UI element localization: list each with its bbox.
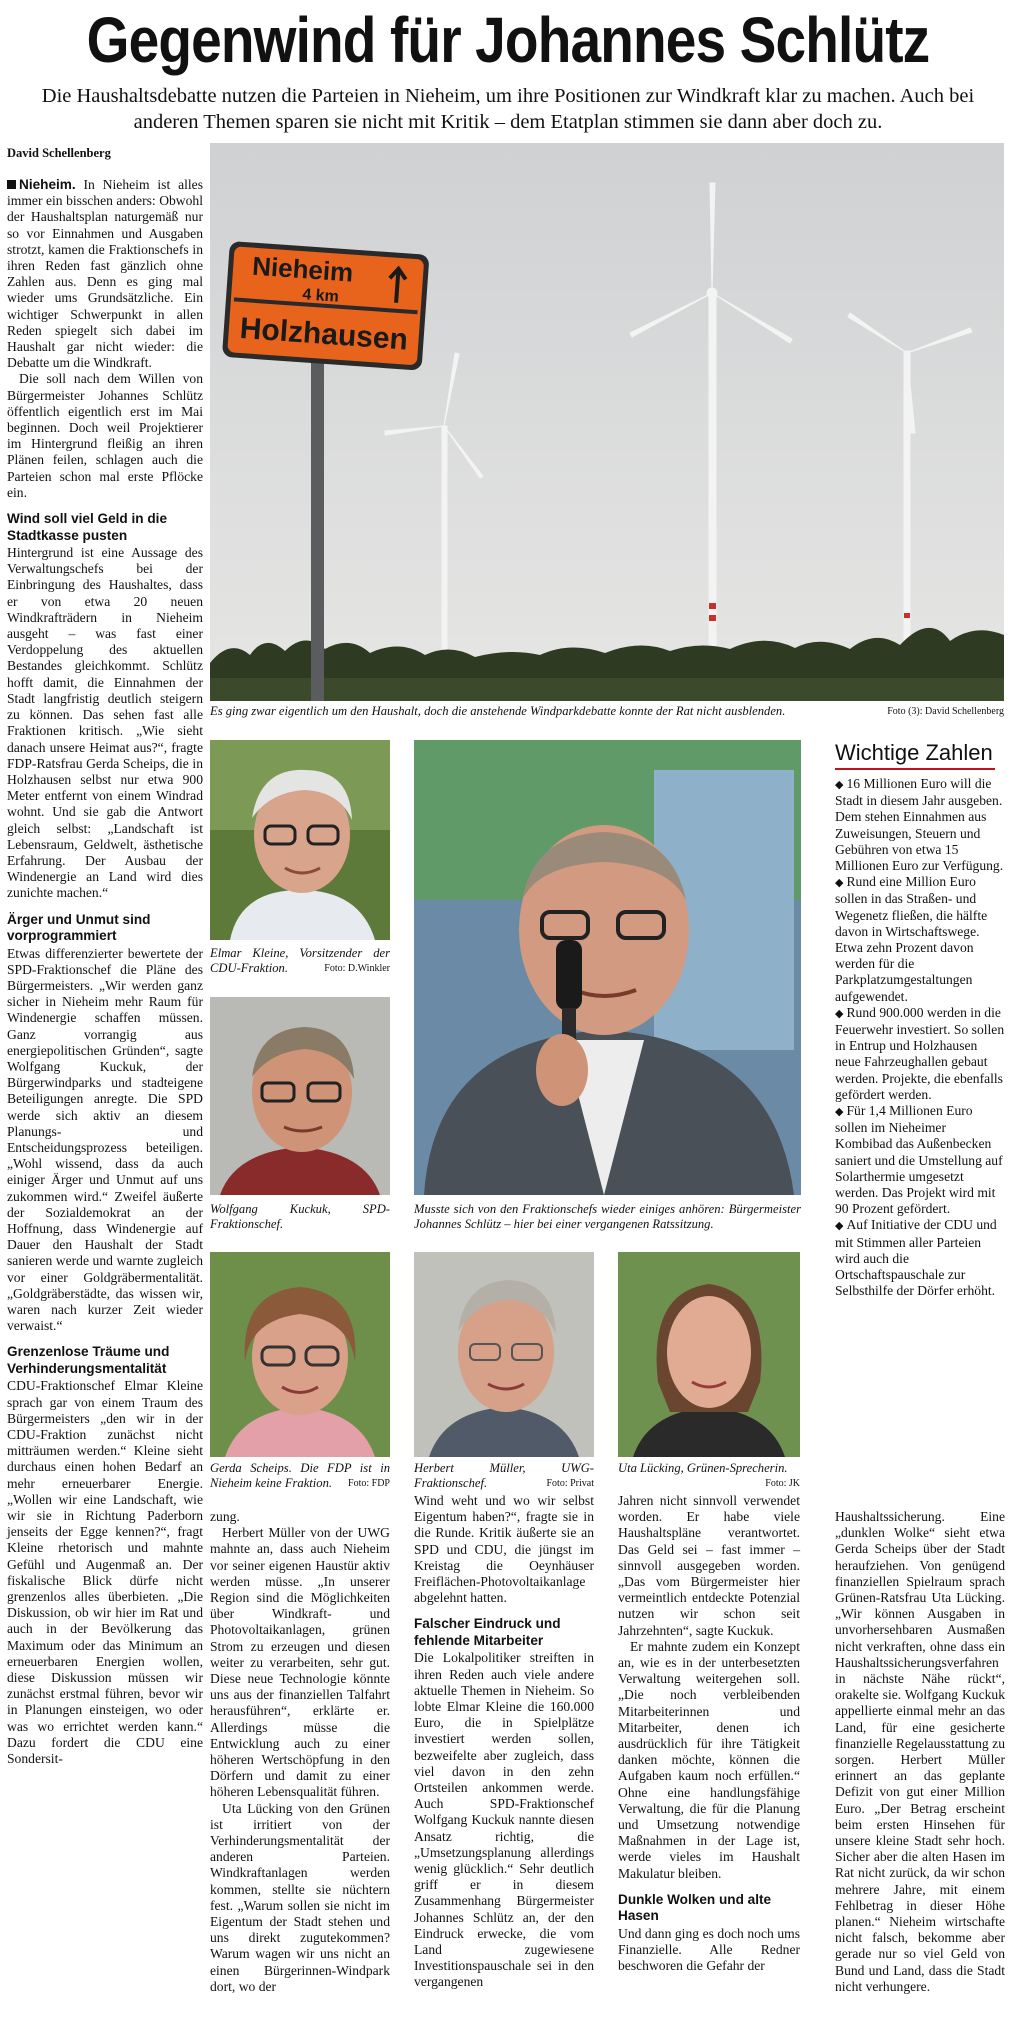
diamond-icon: ◆ — [835, 779, 844, 791]
caption-schluetz: Musste sich von den Fraktionschefs wieder einiges anhören: Bürgermeister Johannes Schlütz – hier bei einer vergangenen Ratssitzung. — [414, 1202, 801, 1231]
factbox-title-rule — [835, 768, 995, 770]
main-photo-windturbines — [210, 143, 1004, 701]
main-photo-caption — [210, 704, 1004, 719]
paragraph: Haushaltssicherung. Eine „dunklen Wolke“ sieht etwa Gerda Scheips über der Stadt heraufziehen. Von genügend finanziellen Spielraum sprach Grünen-Ratsfrau Uta Lücking. „Wir können Ausgaben in unvorhersehbaren Ausmaßen nicht verkraften, ohne dass ein Haushaltssicherungsverfahren in nächste Nähe rückt“, orakelte sie. Wolfgang Kuckuk appellierte einmal mehr an das Land, für eine gesicherte finanzielle Regelausstattung zu sorgen. Herbert Müller erinnert an das geplante Defizit von gut einer Million Euro. „Der Betrag erscheint beim ersten Hinsehen für unsere kleine Stadt sehr hoch. Sicher aber die alten Hasen im Rat nicht zurück, da wir schon mehrere Jahre, mit einem Fehlbetrag in dieser Höhe planen.“ Nieheim wirtschafte nicht falsch, bekomme aber gerade nur so viel Geld von Bund und Land, dass die Stadt nicht verhungere. — [835, 1509, 1005, 1994]
paragraph: Uta Lücking von den Grünen ist irritiert von der Verhinderungsmentalität der anderen Parteien. Windkraftanlagen werden kommen, stellte sie nüchtern fest. „Warum sollen sie nicht im Eigentum der Stadt stehen und uns direkt zugutekommen? Warum wagen wir uns nicht an einen Bürgerinnen-Windpark dort, wo der — [210, 1800, 390, 1994]
diamond-icon: ◆ — [835, 1007, 844, 1020]
paragraph: Die Lokalpolitiker streiften in ihren Reden auch viele andere aktuelle Themen in Nieheim. So lobte Elmar Kleine die 160.000 Euro, die in Spielplätze investiert werden sollen, bezweifelte aber zugleich, dass viel davon in den zehn Ortsteilen ankommen werde. Auch SPD-Fraktionschef Wolfgang Kuckuk nannte diesen Ansatz richtig, die „Umsetzungsplanung allerdings wenig glücklich.“ Sehr deutlich griff er in diesem Zusammenhang Bürgermeister Johannes Schlütz an, der den Eindruck erwecke, die vom Land zugewiesene Investitionspauschale sei in den vergangenen — [414, 1650, 594, 1990]
caption-kuckuk: Wolfgang Kuckuk, SPD-Fraktionschef. — [210, 1202, 390, 1231]
factbox-wichtige-zahlen — [835, 740, 1005, 1300]
factbox-item: ◆ Auf Initiative der CDU und mit Stimmen aller Parteien wird auch die Ortschaftspauschale zur Selbsthilfe der Dörfer erhöht. — [835, 1217, 997, 1299]
headline: Gegenwind für Johannes Schlütz — [86, 4, 930, 76]
subheading: Dunkle Wolken und alte Hasen — [618, 1891, 772, 1924]
paragraph: Herbert Müller von der UWG mahnte an, dass auch Nieheim vor seiner eigenen Haustür aktiv werden müsse. „In unserer Region sind die Möglichkeiten über Windkraft- und Photovoltaikanlagen, grünen Strom zu erzeugen und diesen weiter zu verarbeiten, sehr gut. Diese neue Technologie könnte uns aus der finanziellen Talfahrt herausführen“, erklärte er. Allerdings müsse die Entwicklung auch zu einer höheren Wertschöpfung in den Dörfern und damit zu einer höheren Lebensqualität führen. — [210, 1525, 390, 1800]
paragraph: Hintergrund ist eine Aussage des Verwaltungschefs bei der Einbringung des Haushaltes, dass er von etwa 20 neuen Windkrafträdern in Nieheim ausgeht – was fast einer Verdoppelung des aktuellen Bestandes gleichkommt. Schlütz hofft damit, die Einnahmen der Stadt langfristig deutlich steigern zu können. Das sehen fast alle Fraktionen kritisch. „Wie sieht danach unsere Heimat aus?“, fragte FDP-Ratsfrau Gerda Scheips, die in Holzhausen selbst nur etwa 900 Meter entfernt von einem Windrad wohnt. Und sie gab die Antwort gleich selbst: „Landschaft ist Lebensraum, Geldwelt, ästhetische Erfahrung. Der Ausbau der Windenergie an Land wird dies zunichte machen.“ — [7, 545, 203, 901]
paragraph: Die soll nach dem Willen von Bürgermeister Johannes Schlütz öffentlich eigentlich erst im Mai beginnen. Doch weil Projektierer im Hintergrund fleißig an ihren Plänen feilen, schlagen auch die Parteien schon mal erste Pflöcke ein. — [7, 371, 203, 500]
paragraph: Jahren nicht sinnvoll verwendet worden. Er habe viele Haushaltspläne verantwortet. Das Geld sei – fast immer – sinnvoll ausgegeben worden. „Das vom Bürgermeister hier vermeintlich entdeckte Potenzial nutzen wir schon seit Jahrzehnten“, sagte Kuckuk. — [618, 1493, 800, 1638]
portrait-luecking — [618, 1252, 800, 1457]
caption-kleine: Elmar Kleine, Vorsitzender der CDU-Fraktion. Foto: D.Winkler — [210, 946, 390, 975]
article-column-3 — [414, 1493, 594, 1991]
sign-line-1: Nieheim — [251, 250, 355, 288]
factbox-item: ◆ 16 Millionen Euro will die Stadt in diesem Jahr ausgeben. Dem stehen Einnahmen aus Zuweisungen, Steuern und Gebühren von etwa 15 Millionen Euro zur Verfügung. — [835, 776, 1004, 874]
factbox-item: ◆ Rund 900.000 werden in die Feuerwehr investiert. So sollen in Entrup und Holzhausen neue Fahrzeughallen gebaut werden. Projekte, die ebenfalls gefördert werden. — [835, 1004, 1005, 1102]
paragraph: zung. — [210, 1509, 240, 1524]
article-column-5 — [835, 1509, 1005, 1995]
diamond-icon: ◆ — [835, 1106, 844, 1119]
subheading: Grenzenlose Träume und Verhinderungsmentalität — [7, 1344, 170, 1376]
paragraph-text: In Nieheim ist alles immer ein bisschen anders: Obwohl der Haushaltsplan naturgemäß nur so vor Einnahmen und Ausgaben strotzt, kamen die Fraktionschefs in ihren Reden fast gänzlich ohne Zahlen aus. Denn es ging mal wieder ums Grundsätzliche. Ein wichtiger Schwerpunkt in allen Reden spiegelt sich dabei im Haushalt gar nicht wieder: die Debatte um die Windkraft. — [7, 177, 203, 371]
subheading: Ärger und Unmut sind vorprogrammiert — [7, 911, 151, 944]
sign-line-3: Holzhausen — [238, 311, 410, 357]
paragraph-marker-icon — [7, 180, 16, 189]
caption-scheips: Gerda Scheips. Die FDP ist in Nieheim keine Fraktion. Foto: FDP — [210, 1461, 390, 1490]
portrait-schluetz — [414, 740, 801, 1195]
paragraph: Wind weht und wo wir selbst Eigentum haben?“, fragte sie in die Runde. Kritik äußerte sie an SPD und CDU, die jüngst im Kreistag die Oeynhäuser Freiflächen-Photovoltaikanlage abgelehnt hatten. — [414, 1493, 594, 1606]
subheading: Falscher Eindruck und fehlende Mitarbeiter — [414, 1616, 561, 1648]
paragraph: Er mahnte zudem ein Konzept an, wie es in der unterbesetzten Verwaltung weitergehen soll. „Die noch verbleibenden Mitarbeiterinnen und Mitarbeiter, denen ich ausdrücklich für ihre Tätigkeit danken möchte, können die Aufgaben kaum noch erfüllen.“ Ohne eine handlungsfähige Verwaltung, die für die Planung und Umsetzung notwendige Maßnahmen in der Lage ist, werde vieles im Haushalt Makulatur bleiben. — [618, 1638, 800, 1881]
paragraph — [7, 177, 203, 371]
article-column-2 — [210, 1509, 390, 1995]
town-sign — [222, 241, 430, 371]
article-column-1 — [7, 177, 203, 1767]
windturbine-scene — [210, 143, 1004, 701]
byline: David Schellenberg — [7, 146, 111, 160]
caption-mueller: Herbert Müller, UWG-Fraktionschef. Foto: Privat — [414, 1461, 594, 1490]
portrait-mueller — [414, 1252, 594, 1457]
diamond-icon: ◆ — [835, 1220, 844, 1233]
dateline: Nieheim. — [19, 177, 76, 192]
photo-credit: Foto (3): David Schellenberg — [887, 706, 1004, 717]
microphone-icon — [556, 940, 582, 1010]
caption-text: Es ging zwar eigentlich um den Haushalt, doch die anstehende Windparkdebatte konnte der Rat nicht ausblenden. — [210, 704, 786, 718]
paragraph: Und dann ging es doch noch ums Finanzielle. Alle Redner beschworen die Gefahr der — [618, 1925, 800, 1974]
subheading: Wind soll viel Geld in die Stadtkasse pusten — [7, 511, 168, 543]
subhead: Die Haushaltsdebatte nutzen die Parteien in Nieheim, um ihre Positionen zur Windkraft klar zu machen. Auch bei anderen Themen sparen sie nicht mit Kritik – dem Etatplan stimmen sie dann aber doch zu. — [41, 85, 975, 133]
paragraph: Etwas differenzierter bewertete der SPD-Fraktionschef die Pläne des Bürgermeisters. „Wir werden ganz sicher in Nieheim mehr Raum für Windenergie schaffen müssen. Ganz vorrangig aus energiepolitischen Gründen“, sagte Wolfgang Kuckuk, der Bürgerwindparks und stadteigene Beteiligungen anregte. Die SPD werde sich aktiv an diesem Planungs- und Entscheidungsprozess beteiligen. „Wohl wissend, dass da auch einiger Ärger und Unmut auf uns zukommen wird.“ Zweifel äußerte der Sozialdemokrat an der Hoffnung, dass Windenergie auf Dauer den Haushalt der Stadt sanieren werde und warnte zugleich vor einer Goldgräbermentalität. „Goldgräberstädte, das wissen wir, waren nach kurzer Zeit wieder verwaist.“ — [7, 945, 203, 1334]
portrait-scheips — [210, 1252, 390, 1457]
factbox-item: ◆ Für 1,4 Millionen Euro sollen im Nieheimer Kombibad das Außenbecken saniert und die Umstellung auf Solarthermie umgesetzt werden. Das Projekt wird mit 90 Prozent gefördert. — [835, 1103, 1003, 1217]
factbox-item: ◆ Rund eine Million Euro sollen in das Straßen- und Wegenetz fließen, die hälfte davon in Wirtschaftswege. Etwa zehn Prozent davon werden für die Parkplatzumgestaltungen aufgewendet. — [835, 874, 988, 1004]
paragraph: CDU-Fraktionschef Elmar Kleine sprach gar von einem Traum des Bürgermeisters „den wir in der CDU-Fraktion zunächst nicht mitträumen werden.“ Kleine sieht durchaus einen hohen Bedarf an mehr erneuerbarer Energie. „Wollen wir eine Landschaft, wie wir sie in Richtung Paderborn jenseits der Egge kennen?“, fragt Kleine rhetorisch und mahnte Gefühl und Augenmaß an. Der fiskalische Blick dürfe nicht grenzenlos alles überbieten. „Die Diskussion, ob wir hier im Rat und auch in der Bevölkerung das Maximum oder das Minimum an erneuerbaren Energien wollen, diese Diskussion müssen wir zunächst erstmal führen, bevor wir in Planungen einsteigen, wo oder was wo errichtet werden kann.“ Dazu fordert die CDU eine Sondersit- — [7, 1378, 203, 1767]
portrait-kleine — [210, 740, 390, 940]
portrait-kuckuk — [210, 997, 390, 1195]
article-column-4 — [618, 1493, 800, 1974]
sign-line-2: 4 km — [301, 286, 340, 306]
caption-luecking: Uta Lücking, Grünen-Sprecherin. Foto: JK — [618, 1461, 800, 1489]
diamond-icon: ◆ — [835, 877, 844, 890]
factbox-title: Wichtige Zahlen — [835, 740, 993, 765]
